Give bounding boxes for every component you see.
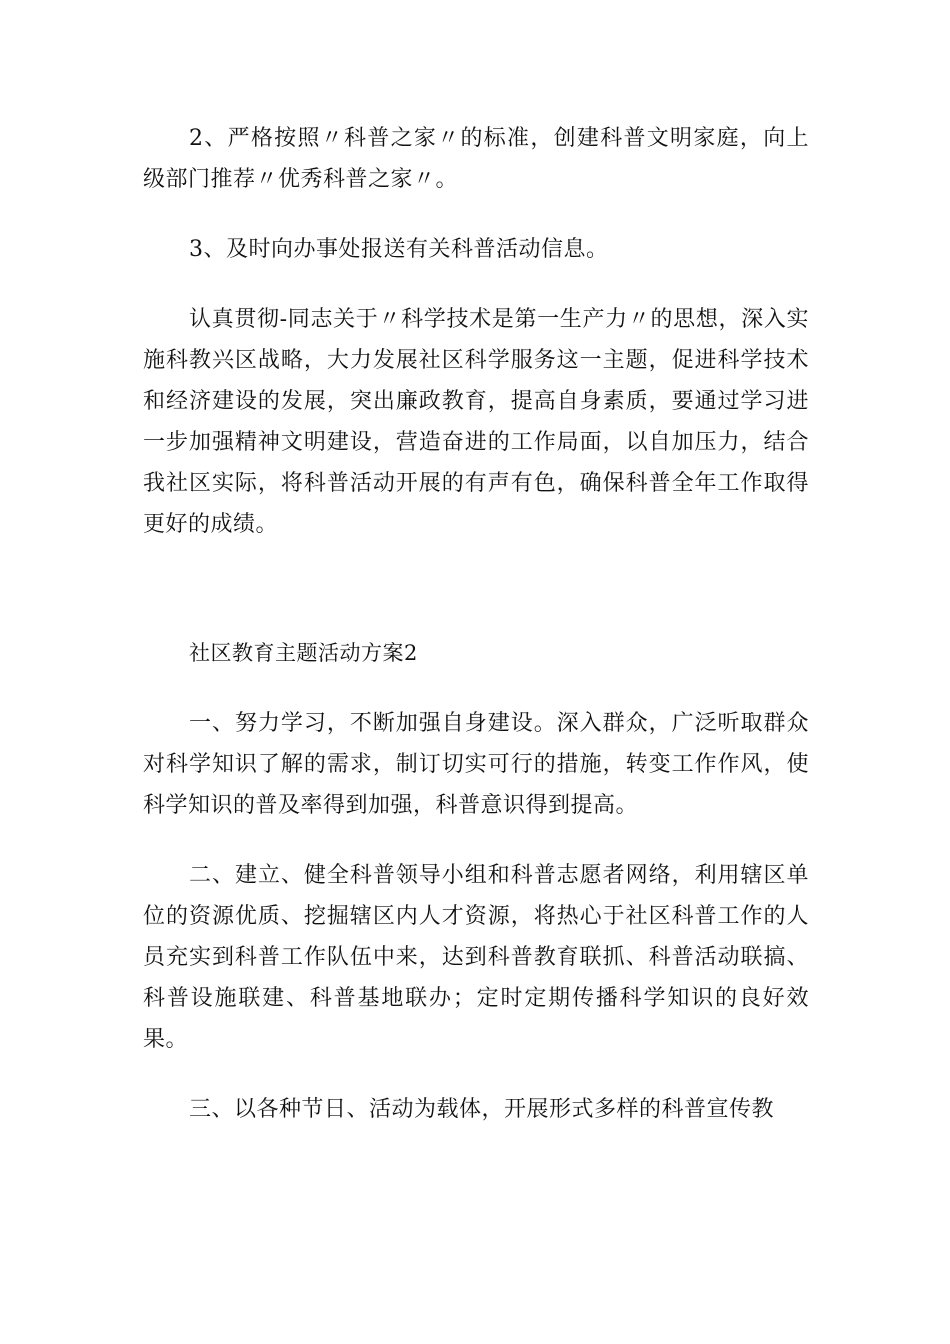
section-title: 社区教育主题活动方案2 — [189, 641, 418, 665]
document-body — [143, 118, 809, 1159]
paragraph-point-3: 三、以各种节日、活动为载体，开展形式多样的科普宣传教 — [189, 1097, 775, 1122]
paragraph-point-2: 二、建立、健全科普领导小组和科普志愿者网络，利用辖区单位的资源优质、挖掘辖区内人才资源，将热心于社区科普工作的人员充实到科普工作队伍中来，达到科普教育联抓、科普活动联搞、科普设施联建、科普基地联办；定时定期传播科学知识的良好效果。 — [143, 863, 809, 1052]
paragraph-summary: 认真贯彻-同志关于〃科学技术是第一生产力〃的思想，深入实施科教兴区战略，大力发展社区科学服务这一主题，促进科学技术和经济建设的发展，突出廉政教育，提高自身素质，要通过学习进一步加强精神文明建设，营造奋进的工作局面，以自加压力，结合我社区实际，将科普活动开展的有声有色，确保科普全年工作取得更好的成绩。 — [143, 307, 809, 537]
paragraph-point-1: 一、努力学习，不断加强自身建设。深入群众，广泛听取群众对科学知识了解的需求，制订切实可行的措施，转变工作作风，使科学知识的普及率得到加强，科普意识得到提高。 — [143, 711, 809, 818]
paragraph-item-2: 2、严格按照〃科普之家〃的标准，创建科普文明家庭，向上级部门推荐〃优秀科普之家〃。 — [143, 126, 809, 192]
paragraph-item-3: 3、及时向办事处报送有关科普活动信息。 — [189, 237, 609, 262]
